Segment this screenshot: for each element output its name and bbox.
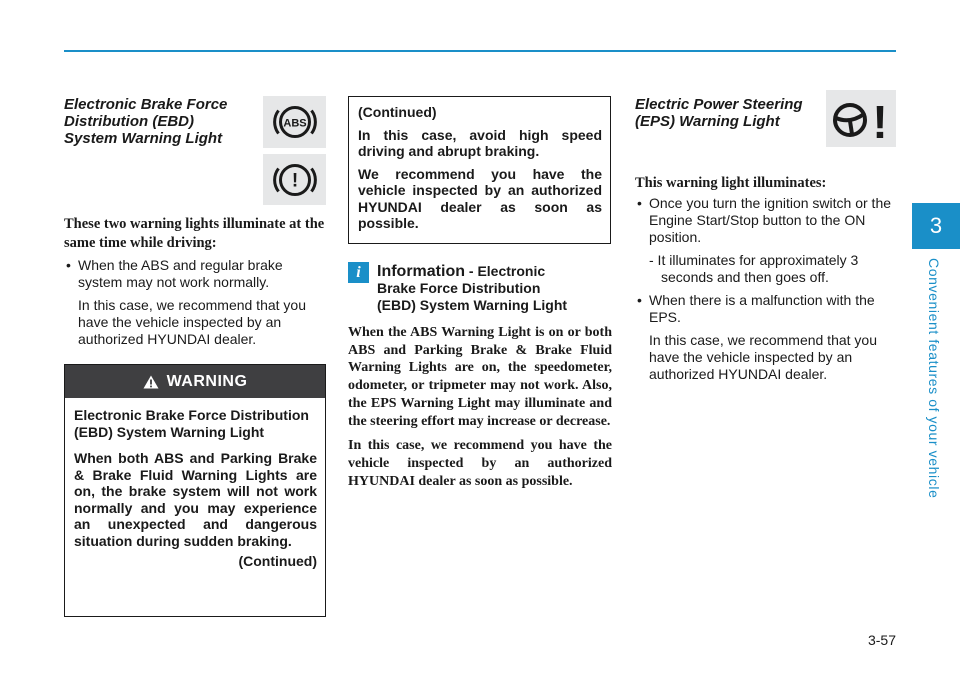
eps-heading-line1: Electric Power Steering xyxy=(635,96,803,113)
ebd-heading-line2: Distribution (EBD) xyxy=(64,113,194,130)
warning-title: Electronic Brake Force Distribution (EBD) System Warning Light xyxy=(74,407,309,440)
brake-icon-text: ! xyxy=(291,170,298,191)
eps-heading-line2: (EPS) Warning Light xyxy=(635,113,780,130)
warning-label: WARNING xyxy=(166,372,248,390)
chapter-tab: 3 xyxy=(912,203,960,249)
continued-label: (Continued) xyxy=(358,104,437,120)
info-subtitle-2: Brake Force Distribution xyxy=(377,280,541,296)
ebd-follow: In this case, we recommend that you have the vehicle inspected by an authorized HYUNDAI dealer. xyxy=(78,297,306,347)
eps-sub-1: - It illuminates for approximately 3 seconds and then goes off. xyxy=(649,252,859,285)
eps-heading xyxy=(635,96,825,130)
ebd-heading-line3: System Warning Light xyxy=(64,130,223,147)
ebd-lead: These two warning lights illuminate at the same time while driving: xyxy=(64,216,325,251)
page-number: 3-57 xyxy=(867,632,896,648)
info-p2: In this case, we recommend you have the vehicle inspected by an authorized HYUNDAI dealer as soon as possible. xyxy=(348,438,612,489)
continued-box xyxy=(348,96,611,244)
abs-warning-icon xyxy=(263,96,326,148)
warning-text: When both ABS and Parking Brake & Brake Fluid Warning Lights are on, the brake system will not work normally and you may experience an unexpected and dangerous situation during sudden braking. xyxy=(74,450,317,549)
info-subtitle-1: - Electronic xyxy=(465,263,546,279)
info-title xyxy=(377,263,611,314)
eps-warning-icon xyxy=(826,90,896,147)
eps-lead: This warning light illuminates: xyxy=(635,175,827,191)
warning-box xyxy=(64,364,326,617)
info-icon: i xyxy=(348,262,369,283)
chapter-title: Convenient features of your vehicle xyxy=(926,258,942,499)
continued-p2: We recommend you have the vehicle inspected by an authorized HYUNDAI dealer as soon as possible. xyxy=(358,165,602,231)
warning-continued: (Continued) xyxy=(238,553,317,569)
eps-icon-mark: ! xyxy=(872,95,888,145)
warning-triangle-icon xyxy=(143,375,159,389)
eps-bullet-2: • When there is a malfunction with the EPS. xyxy=(635,292,896,326)
header-rule xyxy=(64,50,896,52)
info-subtitle-3: (EBD) System Warning Light xyxy=(377,297,568,313)
continued-p1: In this case, avoid high speed driving and abrupt braking. xyxy=(358,126,602,159)
ebd-body xyxy=(64,257,326,348)
abs-icon-text: ABS xyxy=(282,117,307,130)
info-text xyxy=(348,324,612,497)
info-p1: When the ABS Warning Light is on or both ABS and Parking Brake & Brake Fluid Warning Lights are on, the speedometer, odometer, or tripmeter may not work. Also, the EPS Warning Light may illuminate and the steering effort may increase or decrease. xyxy=(348,325,612,429)
eps-follow: In this case, we recommend that you have the vehicle inspected by an authorized HYUNDAI dealer. xyxy=(649,332,877,382)
eps-bullet-1: • Once you turn the ignition switch or the Engine Start/Stop button to the ON position. xyxy=(635,195,896,246)
ebd-heading-line1: Electronic Brake Force xyxy=(64,96,228,113)
ebd-bullet: • When the ABS and regular brake system may not work normally. xyxy=(64,257,326,291)
brake-warning-icon xyxy=(263,154,326,205)
eps-body xyxy=(635,195,896,383)
ebd-heading xyxy=(64,96,264,147)
info-title-main: Information xyxy=(377,263,465,280)
warning-header xyxy=(65,365,325,398)
